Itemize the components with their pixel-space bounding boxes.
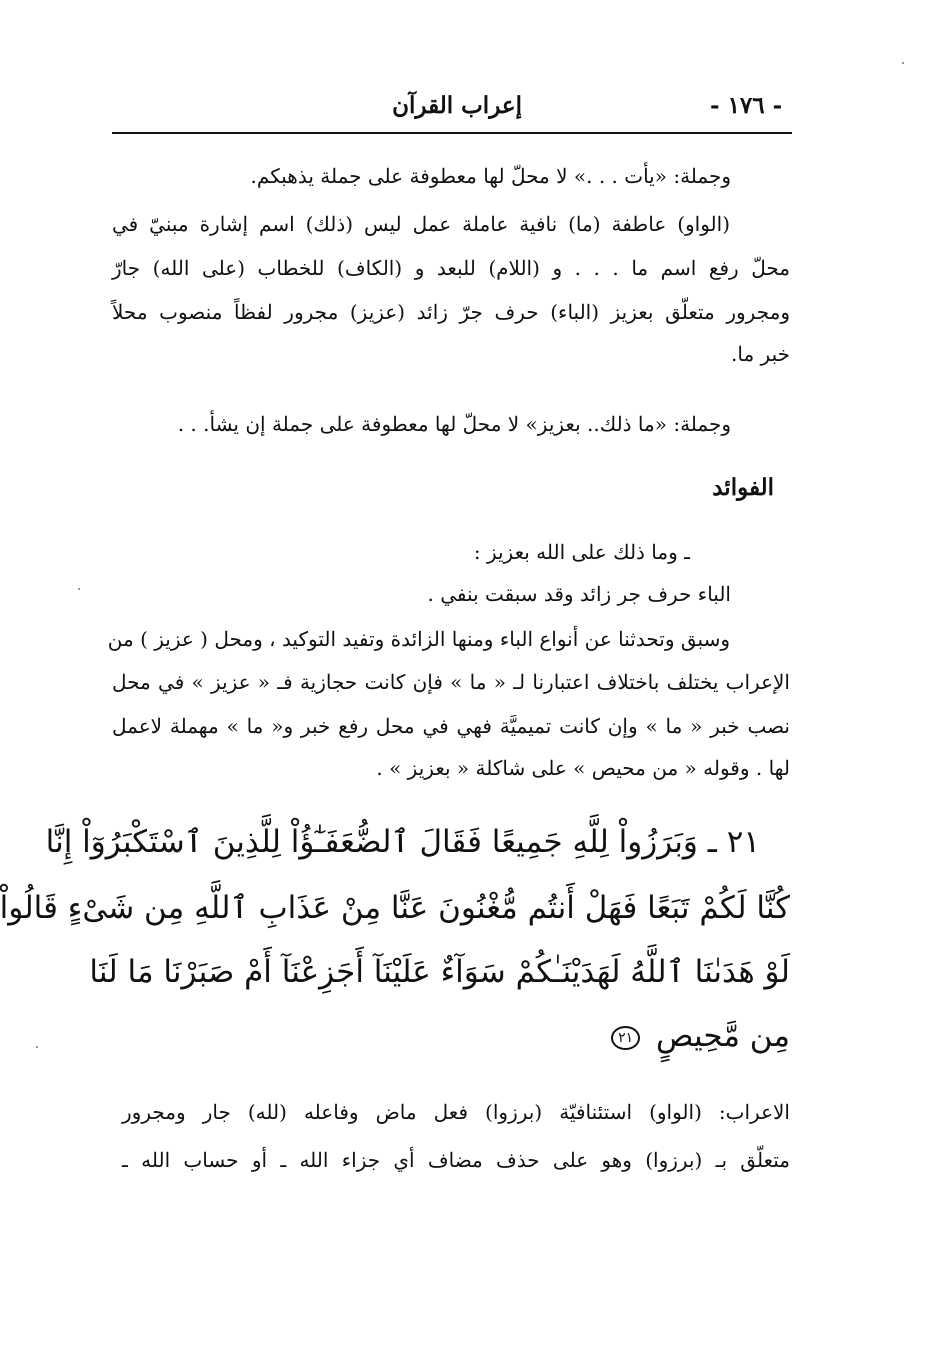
page-header bbox=[112, 88, 792, 132]
page-number: - ١٧٦ - bbox=[710, 92, 783, 119]
quran-verse-line bbox=[611, 1014, 790, 1058]
verse-text: مِن مَّحِيصٍ bbox=[655, 1018, 790, 1054]
scan-speck bbox=[78, 588, 80, 590]
paragraph-line: متعلّق بـ (برزوا) وهو على حذف مضاف أي جزاء الله ـ أو حساب الله ـ bbox=[122, 1148, 790, 1172]
section-heading: الفوائد bbox=[712, 474, 774, 501]
paragraph-line: خبر ما. bbox=[731, 342, 790, 366]
quran-verse-line: ٢١ ـ وَبَرَزُواْ لِلَّهِ جَمِيعًا فَقَالَ ٱلضُّعَفَـٰٓؤُاْ لِلَّذِينَ ٱسْتَكْبَرُوٓاْ إِنَّا bbox=[45, 824, 760, 860]
paragraph-line: وجملة: «ما ذلك.. بعزيز» لا محلّ لها معطوفة على جملة إن يشأ. . . bbox=[177, 412, 731, 436]
paragraph-line: (الواو) عاطفة (ما) نافية عاملة عمل ليس (ذلك) اسم إشارة مبنيّ في bbox=[112, 212, 730, 236]
scan-speck bbox=[902, 62, 904, 64]
paragraph-line: الاعراب: (الواو) استئنافيّة (برزوا) فعل ماض وفاعله (لله) جار ومجرور bbox=[122, 1100, 790, 1124]
header-rule bbox=[112, 132, 792, 134]
paragraph-line: ومجرور متعلّق بعزيز (الباء) حرف جرّ زائد (عزيز) مجرور لفظاً منصوب محلاً bbox=[112, 300, 790, 324]
verse-number-marker: ٢١ bbox=[611, 1026, 640, 1050]
paragraph-line: محلّ رفع اسم ما . . . و (اللام) للبعد و (الكاف) للخطاب (على الله) جارّ bbox=[112, 256, 790, 280]
quran-verse-line: كُنَّا لَكُمْ تَبَعًا فَهَلْ أَنتُم مُّغْنُونَ عَنَّا مِنْ عَذَابِ ٱللَّهِ مِن شَىْءٍ قَالُواْ bbox=[0, 890, 790, 926]
paragraph-line: وجملة: «يأت . . .» لا محلّ لها معطوفة على جملة يذهبكم. bbox=[250, 164, 731, 188]
quran-verse-line: لَوْ هَدَىٰنَا ٱللَّهُ لَهَدَيْنَـٰكُمْ سَوَآءٌ عَلَيْنَآ أَجَزِعْنَآ أَمْ صَبَرْنَا مَا لَنَا bbox=[89, 954, 790, 990]
paragraph-line: لها . وقوله « من محيص » على شاكلة « بعزيز » . bbox=[376, 756, 790, 780]
paragraph-line: الإعراب يختلف باختلاف اعتبارنا لـ « ما » فإن كانت حجازية فـ « عزيز » في محل bbox=[112, 670, 790, 694]
paragraph-line: نصب خبر « ما » وإن كانت تميميَّة فهي في محل رفع خبر و« ما » مهملة لاعمل bbox=[112, 714, 790, 738]
scan-speck bbox=[36, 1046, 38, 1048]
paragraph-line: ـ وما ذلك على الله بعزيز : bbox=[473, 540, 690, 564]
paragraph-line: وسبق وتحدثنا عن أنواع الباء ومنها الزائدة وتفيد التوكيد ، ومحل ( عزيز ) من bbox=[107, 627, 730, 651]
paragraph-line: الباء حرف جر زائد وقد سبقت بنفي . bbox=[427, 582, 731, 606]
running-title: إعراب القرآن bbox=[392, 92, 522, 119]
